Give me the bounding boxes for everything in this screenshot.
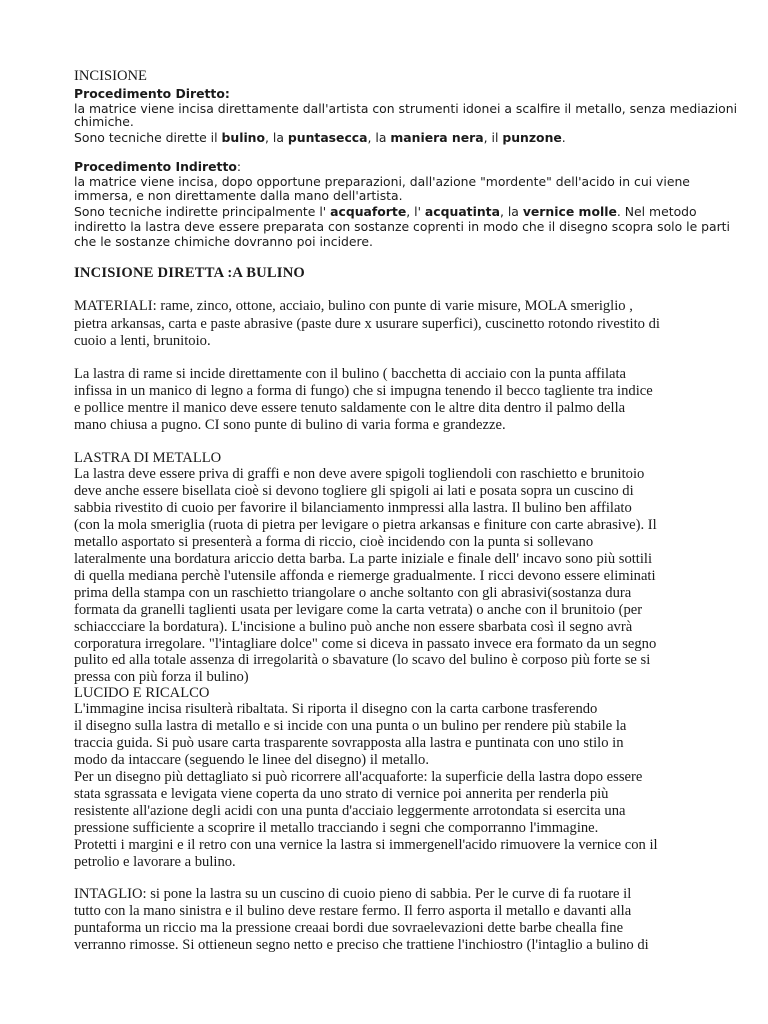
paragraph-line: infissa in un manico di legno a forma di fungo) che si impugna tenendo il becco tagliente tra indice (74, 383, 653, 399)
diretto-heading-text: Procedimento Diretto: (74, 86, 230, 101)
paragraph-line: verranno rimosse. Si ottieneun segno netto e preciso che trattiene l'inchiostro (l'intaglio a bulino di (74, 937, 649, 953)
paragraph-line: deve anche essere bisellata cioè si devono togliere gli spigoli ai lati e posata sopra un cuscino di (74, 483, 634, 499)
materiali-line: pietra arkansas, carta e paste abrasive (paste dure x usurare superfici), cuscinetto rotondo rivestito di (74, 316, 660, 332)
paragraph-line: schiaccciare la bordatura). L'incisione a bulino può anche non essere sbarbata così il segno avrà (74, 619, 633, 635)
paragraph-line: La lastra di rame si incide direttamente con il bulino ( bacchetta di acciaio con la punta affilata (74, 366, 627, 382)
diretto-line: la matrice viene incisa direttamente dall'artista con strumenti idonei a scalfire il metallo, senza mediazioni (74, 101, 738, 116)
paragraph-line: di quella mediana perchè l'utensile affonda e riemerge gradualmente. I ricci devono essere eliminati (74, 568, 656, 584)
paragraph-line: (con la mola smeriglia (ruota di pietra per levigare o pietra arkansas e finiture con carte abrasive). Il (74, 517, 657, 533)
separator: . (561, 130, 566, 145)
separator: , il (483, 130, 503, 145)
paragraph-line: resistente all'azione degli acidi con una punta d'acciaio leggermente arrotondata si esercita una (74, 803, 626, 819)
indiretto-tail: . Nel metodo (616, 204, 697, 219)
lucido-heading: LUCIDO E RICALCO (74, 685, 210, 701)
materiali-line: MATERIALI: rame, zinco, ottone, acciaio, bulino con punte di varie misure, MOLA smeriglio , (74, 298, 633, 314)
materiali-line: cuoio a lenti, brunitoio. (74, 333, 211, 349)
term-puntasecca: puntasecca (287, 130, 368, 145)
paragraph-line: modo da intaccare (seguendo le linee del disegno) il metallo. (74, 752, 429, 768)
term-punzone: punzone (502, 130, 562, 145)
paragraph-line: e pollice mentre il manico deve essere tenuto saldamente con le altre dita dentro il palmo della (74, 400, 626, 416)
diretto-line: chimiche. (74, 114, 134, 129)
paragraph-line: formata da granelli taglienti usata per levigare come la carta vetrata) o anche con il brunitoio (per (74, 602, 643, 618)
diretto-techniques (74, 131, 566, 144)
paragraph-line: stata sgrassata e levigata viene coperta da uno strato di vernice poi annerita per renderla più (74, 786, 609, 802)
paragraph-line: La lastra deve essere priva di graffi e non deve avere spigoli togliendoli con raschietto e brunitoio (74, 466, 645, 482)
indiretto-line: indiretto la lastra deve essere preparata con sostanze coprenti in modo che il disegno scopra solo le parti (74, 219, 730, 234)
term-bulino: bulino (221, 130, 266, 145)
document-title: INCISIONE (74, 68, 147, 84)
separator: , la (265, 130, 288, 145)
section-heading: INCISIONE DIRETTA :A BULINO (74, 265, 305, 281)
separator: , la (499, 204, 523, 219)
paragraph-line: pulito ed alla totale assenza di irregolarità o sbavature (lo scavo del bulino è corposo più forte se si (74, 652, 651, 668)
paragraph-line: pressione sufficiente a scoprire il metallo tracciando i segni che comporranno l'immagine. (74, 820, 599, 836)
separator: : (236, 159, 242, 174)
paragraph-line: L'immagine incisa risulterà ribaltata. Si riporta il disegno con la carta carbone trasferendo (74, 701, 598, 717)
paragraph-line: sabbia rivestito di cuoio per favorire il bilanciamento inmpressi alla lastra. Il bulino ben affilato (74, 500, 632, 516)
indiretto-line: immersa, e non direttamente dalla mano dell'artista. (74, 188, 403, 203)
paragraph-line: corporatura irregolare. "l'intagliare dolce" come si diceva in passato invece era formato da un segno (74, 636, 657, 652)
paragraph-line: pressa con più forza il bulino) (74, 669, 249, 685)
term-acquaforte: acquaforte (330, 204, 407, 219)
indiretto-heading-text: Procedimento Indiretto (74, 159, 237, 174)
paragraph-line: metallo asportato si presenterà a forma di riccio, cioè incidendo con la punta si sollevano (74, 534, 594, 550)
term-vernice-molle: vernice molle (522, 204, 617, 219)
indiretto-techniques (74, 205, 697, 218)
paragraph-line: il disegno sulla lastra di metallo e si incide con una punta o un bulino per rendere più stabile la (74, 718, 627, 734)
indiretto-line: che le sostanze chimiche dovranno poi incidere. (74, 234, 373, 249)
paragraph-line: INTAGLIO: si pone la lastra su un cuscino di cuoio pieno di sabbia. Per le curve di fa ruotare il (74, 886, 632, 902)
separator: , l' (406, 204, 425, 219)
paragraph-line: puntaforma un riccio ma la pressione creaai bordi due sovraelevazioni dette barbe chealla fine (74, 920, 624, 936)
lastra-metallo-heading: LASTRA DI METALLO (74, 450, 222, 466)
paragraph-line: prima della stampa con un raschietto triangolare o anche soltanto con gli abrasivi(sostanza dura (74, 585, 632, 601)
paragraph-line: Protetti i margini e il retro con una vernice la lastra si immergenell'acido rimuovere la vernice con il (74, 837, 658, 853)
indiretto-tech-prefix: Sono tecniche indirette principalmente l' (74, 204, 331, 219)
paragraph-line: Per un disegno più dettagliato si può ricorrere all'acquaforte: la superficie della lastra dopo essere (74, 769, 643, 785)
term-acquatinta: acquatinta (424, 204, 500, 219)
term-maniera-nera: maniera nera (390, 130, 484, 145)
separator: , la (367, 130, 391, 145)
diretto-tech-prefix: Sono tecniche dirette il (74, 130, 222, 145)
paragraph-line: tutto con la mano sinistra e il bulino deve restare fermo. Il ferro asporta il metallo e davanti alla (74, 903, 632, 919)
paragraph-line: lateralmente una bordatura ariccio detta barba. La parte iniziale e finale dell' incavo sono più sottili (74, 551, 653, 567)
indiretto-line: la matrice viene incisa, dopo opportune preparazioni, dall'azione "mordente" dell'acido in cui viene (74, 174, 690, 189)
paragraph-line: traccia guida. Si può usare carta trasparente sovrapposta alla lastra e puntinata con uno stilo in (74, 735, 624, 751)
paragraph-line: mano chiusa a pugno. CI sono punte di bulino di varia forma e grandezze. (74, 417, 506, 433)
paragraph-line: petrolio e lavorare a bulino. (74, 854, 236, 870)
diretto-heading (74, 87, 230, 100)
indiretto-heading (74, 160, 241, 173)
